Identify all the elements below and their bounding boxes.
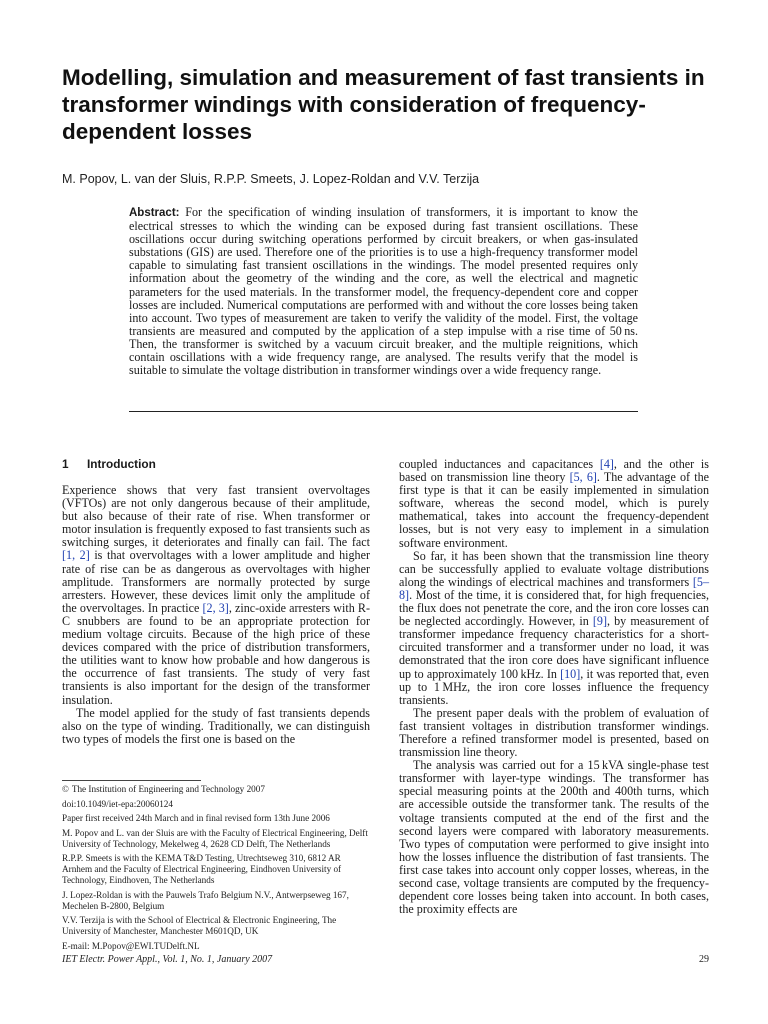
abstract-divider xyxy=(129,411,638,412)
text-run: So far, it has been shown that the transmission line theory can be successfully applied to evaluate voltage distributions along the windings of electrical machines and transformers xyxy=(399,548,709,589)
citation[interactable]: [2, 3] xyxy=(202,600,229,615)
footnote-divider xyxy=(62,780,201,781)
body-paragraph-5 xyxy=(399,759,709,916)
text-run: . Most of the time, it is considered that, for high frequencies, the flux does not penetrate the core, and the iron core losses can be neglected accordingly. However, in xyxy=(399,587,709,629)
citation[interactable]: [5–8] xyxy=(399,574,709,602)
citation[interactable]: [5, 6] xyxy=(569,470,597,485)
right-column xyxy=(399,458,709,916)
text-run: . The advantage of the first type is that it can be easily implemented in simulation software, whereas the second model, which is purely mathematical, takes into account the frequency-dependent losses, but is not very easy to implement in a simulation software environment. xyxy=(399,470,709,550)
text-run: , by measurement of transformer impedance frequency characteristics for a short-circuited transformer and a transformer under no load, it was demonstrated that the iron core does have significant influence up to approximately 100 kHz. In xyxy=(399,614,709,681)
paper-title: Modelling, simulation and measurement of fast transients in transformer windings with consideration of frequency-dependent losses xyxy=(62,65,705,144)
text-run: , and the other is based on transmission line theory xyxy=(399,457,709,485)
citation[interactable]: [4] xyxy=(599,457,614,471)
affiliation-2: R.P.P. Smeets is with the KEMA T&D Testing, Utrechtseweg 310, 6812 AR Arnhem and the Faculty of Electrical Engineering, Eindhoven University of Technology, Eindhoven, The Netherlands xyxy=(62,853,342,885)
affiliation-4: V.V. Terzija is with the School of Electrical & Electronic Engineering, The University of Manchester, Manchester M601QD, UK xyxy=(62,915,337,936)
body-paragraph-4 xyxy=(399,707,709,759)
affiliation-3: J. Lopez-Roldan is with the Pauwels Trafo Belgium N.V., Antwerpseweg 167, Mechelen B-2800, Belgium xyxy=(62,889,349,911)
body-paragraph-2-continued xyxy=(399,458,709,550)
text-run: The model applied for the study of fast transients depends also on the type of winding. Traditionally, we can distinguish two types of models the first one is based on the xyxy=(62,705,370,746)
doi: doi:10.1049/iet-epa:20060124 xyxy=(62,798,173,809)
section-heading xyxy=(62,458,370,471)
citation[interactable]: [9] xyxy=(592,614,607,629)
text-run: , it was reported that, even up to 1 MHz, the iron core losses influence the frequency transients. xyxy=(399,666,710,707)
contact-email: E-mail: M.Popov@EWI.TUDelft.NL xyxy=(62,940,200,951)
section-number: 1 xyxy=(62,457,69,471)
abstract xyxy=(129,206,638,377)
text-run: , zinc-oxide arresters with R-C snubbers are found to be an appropriate protection for medium voltage circuits. Because of the high price of these devices compared with the price of distribution transformers, the utilities want to know how probable and how dangerous is the occurrence of fast transients. The study of very fast transients is also important for the design of the transformer insulation. xyxy=(62,600,370,707)
page-footer xyxy=(62,954,709,966)
author-list: M. Popov, L. van der Sluis, R.P.P. Smeets, J. Lopez-Roldan and V.V. Terzija xyxy=(62,172,480,186)
text-run: The analysis was carried out for a 15 kVA single-phase test transformer with layer-type windings. The transformer has special measuring points at the 200th and 400th turns, which are accessible outside the transformer tank. The results of the voltage transients computed at the end of the first and the second layers were compared with laboratory measurements. Two types of computation were performed to give insight into how the losses influence the distribution of fast transients. The first case takes into account only copper losses, whereas, in the second case, voltage transients are computed by the frequency-dependent core losses being taken into account. In both cases, the proximity effects are xyxy=(399,758,709,917)
citation[interactable]: [1, 2] xyxy=(62,548,90,563)
text-run: Experience shows that very fast transient overvoltages (VFTOs) are not only dangerous because of their amplitude, but also because of their rate of rise. When transformer or motor insulation is frequently exposed to fast transients such as switching surges, it deteriorates and finally can fail. The fact xyxy=(62,483,370,550)
body-paragraph-1 xyxy=(62,484,370,707)
citation[interactable]: [10] xyxy=(560,666,581,681)
received-dates: Paper first received 24th March and in final revised form 13th June 2006 xyxy=(62,813,330,823)
journal-citation: IET Electr. Power Appl., Vol. 1, No. 1, January 2007 xyxy=(62,954,273,965)
copyright-icon: © xyxy=(62,784,69,794)
page-number: 29 xyxy=(699,954,709,965)
abstract-text: For the specification of winding insulation of transformers, it is important to know the electrical stresses to which the winding can be exposed during fast transient oscillations. These oscillations occur during switching operations performed by circuit breakers, or when gas-insulated substations (GIS) are used. Therefore one of the priorities is to use a high-frequency transformer model capable to simulating fast transient oscillations in the windings. The model presented requires only information about the geometry of the winding and the core, as well the electrical and magnetic parameters for the used materials. In the transformer model, the frequency-dependent core and copper losses are included. Numerical computations are performed with and without the core losses being taken into account. Two types of measurement are taken to verify the validity of the model. First, the voltage transients are measured and computed by the application of a step impulse with a rise time of 50 ns. Then, the transformer is switched by a vacuum circuit breaker, and the multiple reignitions, which contain oscillations with a wide frequency range, are analysed. The results verify that the model is suitable to simulate the voltage distribution in transformer windings over a wide frequency range. xyxy=(129,205,638,378)
footnotes xyxy=(62,784,372,955)
left-column xyxy=(62,458,370,746)
affiliation-1: M. Popov and L. van der Sluis are with the Faculty of Electrical Engineering, Delft University of Technology, Mekelweg 4, 2628 CD Delft, The Netherlands xyxy=(62,827,368,849)
body-paragraph-3 xyxy=(399,550,709,707)
body-paragraph-2 xyxy=(62,707,370,746)
text-run: The present paper deals with the problem of evaluation of fast transient voltages in distribution transformer windings. Therefore a refined transformer model is presented, based on transmission line theory. xyxy=(399,705,709,760)
copyright-line xyxy=(62,784,372,795)
text-run: is that overvoltages with a lower amplitude and higher rate of rise can be as dangerous as overvoltages with higher amplitude. Transformers are normally protected by surge arresters. However, these devices limit only the amplitude of the overvoltages. In practice xyxy=(62,548,370,615)
copyright-text: The Institution of Engineering and Technology 2007 xyxy=(71,784,265,794)
abstract-label: Abstract: xyxy=(129,207,180,219)
text-run: coupled inductances and capacitances xyxy=(399,457,600,471)
section-title: Introduction xyxy=(87,457,156,471)
